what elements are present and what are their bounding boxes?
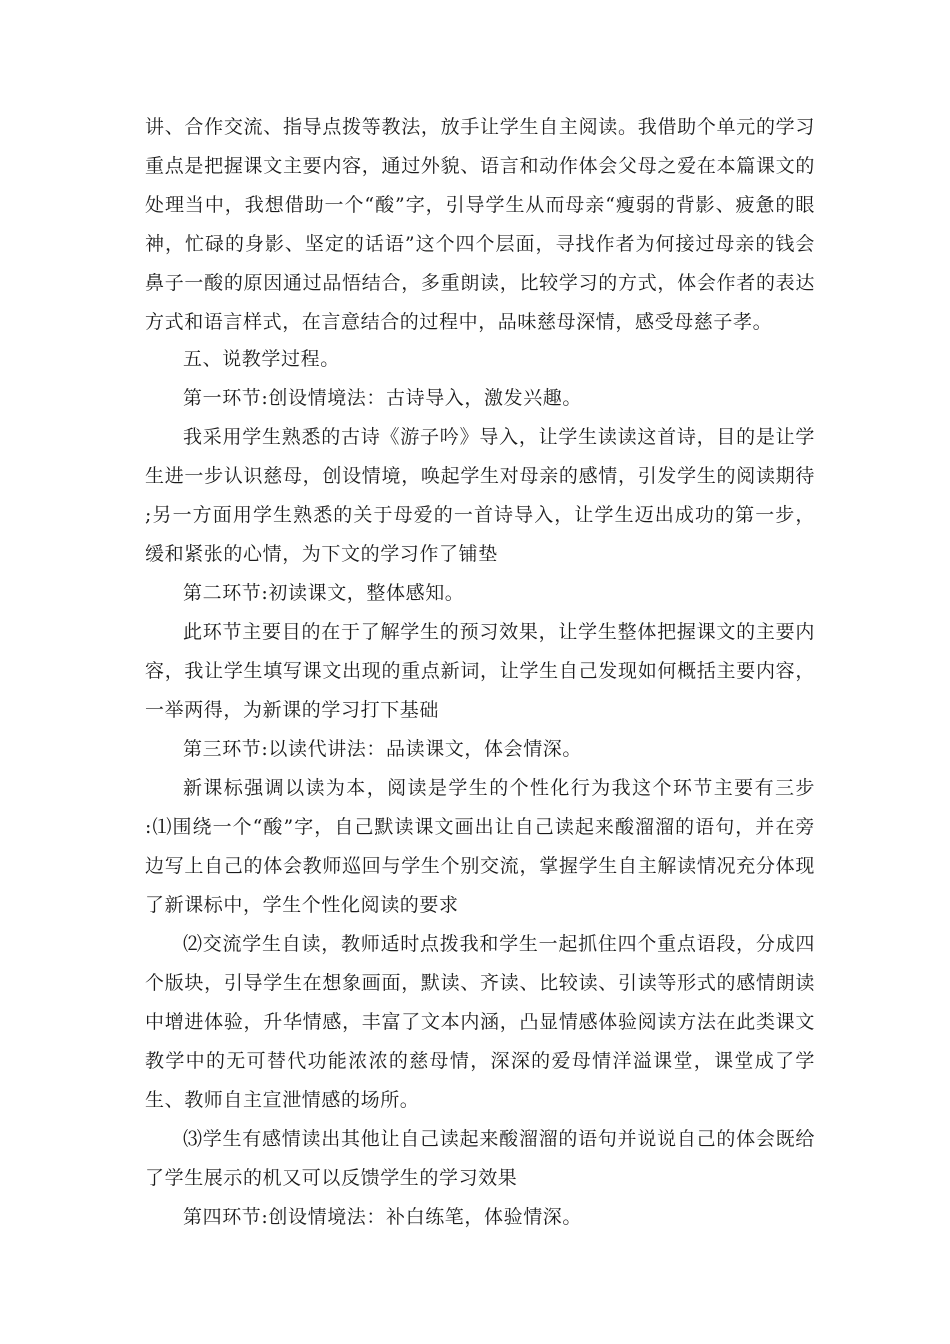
step-one-body: 我采用学生熟悉的古诗《游子吟》导入，让学生读读这首诗，目的是让学生进一步认识慈母，创设情境，唤起学生对母亲的感情，引发学生的阅读期待 ;另一方面用学生熟悉的关于母爱的一首诗导入，让学生迈出成功的第一步，缓和紧张的心情，为下文的学习作了铺垫 (145, 426, 815, 565)
step-three-part-three: ⑶学生有感情读出其他让自己读起来酸溜溜的语句并说说自己的体会既给了学生展示的机又可以反馈学生的学习效果 (145, 1128, 815, 1189)
step-three-part-two: ⑵交流学生自读，教师适时点拨我和学生一起抓住四个重点语段，分成四个版块，引导学生在想象画面，默读、齐读、比较读、引读等形式的感情朗读中增进体验，升华情感，丰富了文本内涵，凸显情感体验阅读方法在此类课文教学中的无可替代功能浓浓的慈母情，深深的爱母情洋溢课堂，课堂成了学生、教师自主宣泄情感的场所。 (145, 933, 815, 1111)
section-heading-teaching-process: 五、说教学过程。 (183, 348, 340, 370)
step-four-heading: 第四环节:创设情境法：补白练笔，体验情深。 (183, 1206, 583, 1228)
step-three-body: 新课标强调以读为本，阅读是学生的个性化行为我这个环节主要有三步 :⑴围绕一个“酸”字，自己默读课文画出让自己读起来酸溜溜的语句，并在旁边写上自己的体会教师巡回与学生个别交流，掌握学生自主解读情况充分体现了新课标中，学生个性化阅读的要求 (145, 777, 815, 916)
step-three-heading: 第三环节:以读代讲法：品读课文，体会情深。 (183, 738, 583, 760)
step-one-heading: 第一环节:创设情境法：古诗导入，激发兴趣。 (183, 387, 583, 409)
step-two-heading: 第二环节:初读课文，整体感知。 (183, 582, 465, 604)
step-two-body: 此环节主要目的在于了解学生的预习效果，让学生整体把握课文的主要内容，我让学生填写课文出现的重点新词，让学生自己发现如何概括主要内容，一举两得，为新课的学习打下基础 (145, 621, 815, 721)
paragraph-teaching-method: 讲、合作交流、指导点拨等教法，放手让学生自主阅读。我借助个单元的学习重点是把握课文主要内容，通过外貌、语言和动作体会父母之爱在本篇课文的处理当中，我想借助一个“酸”字，引导学生从而母亲“瘦弱的背影、疲惫的眼神，忙碌的身影、坚定的话语”这个四个层面，寻找作者为何接过母亲的钱会鼻子一酸的原因通过品悟结合，多重朗读，比较学习的方式，体会作者的表达方式和语言样式，在言意结合的过程中，品味慈母深情，感受母慈子孝。 (145, 116, 815, 333)
